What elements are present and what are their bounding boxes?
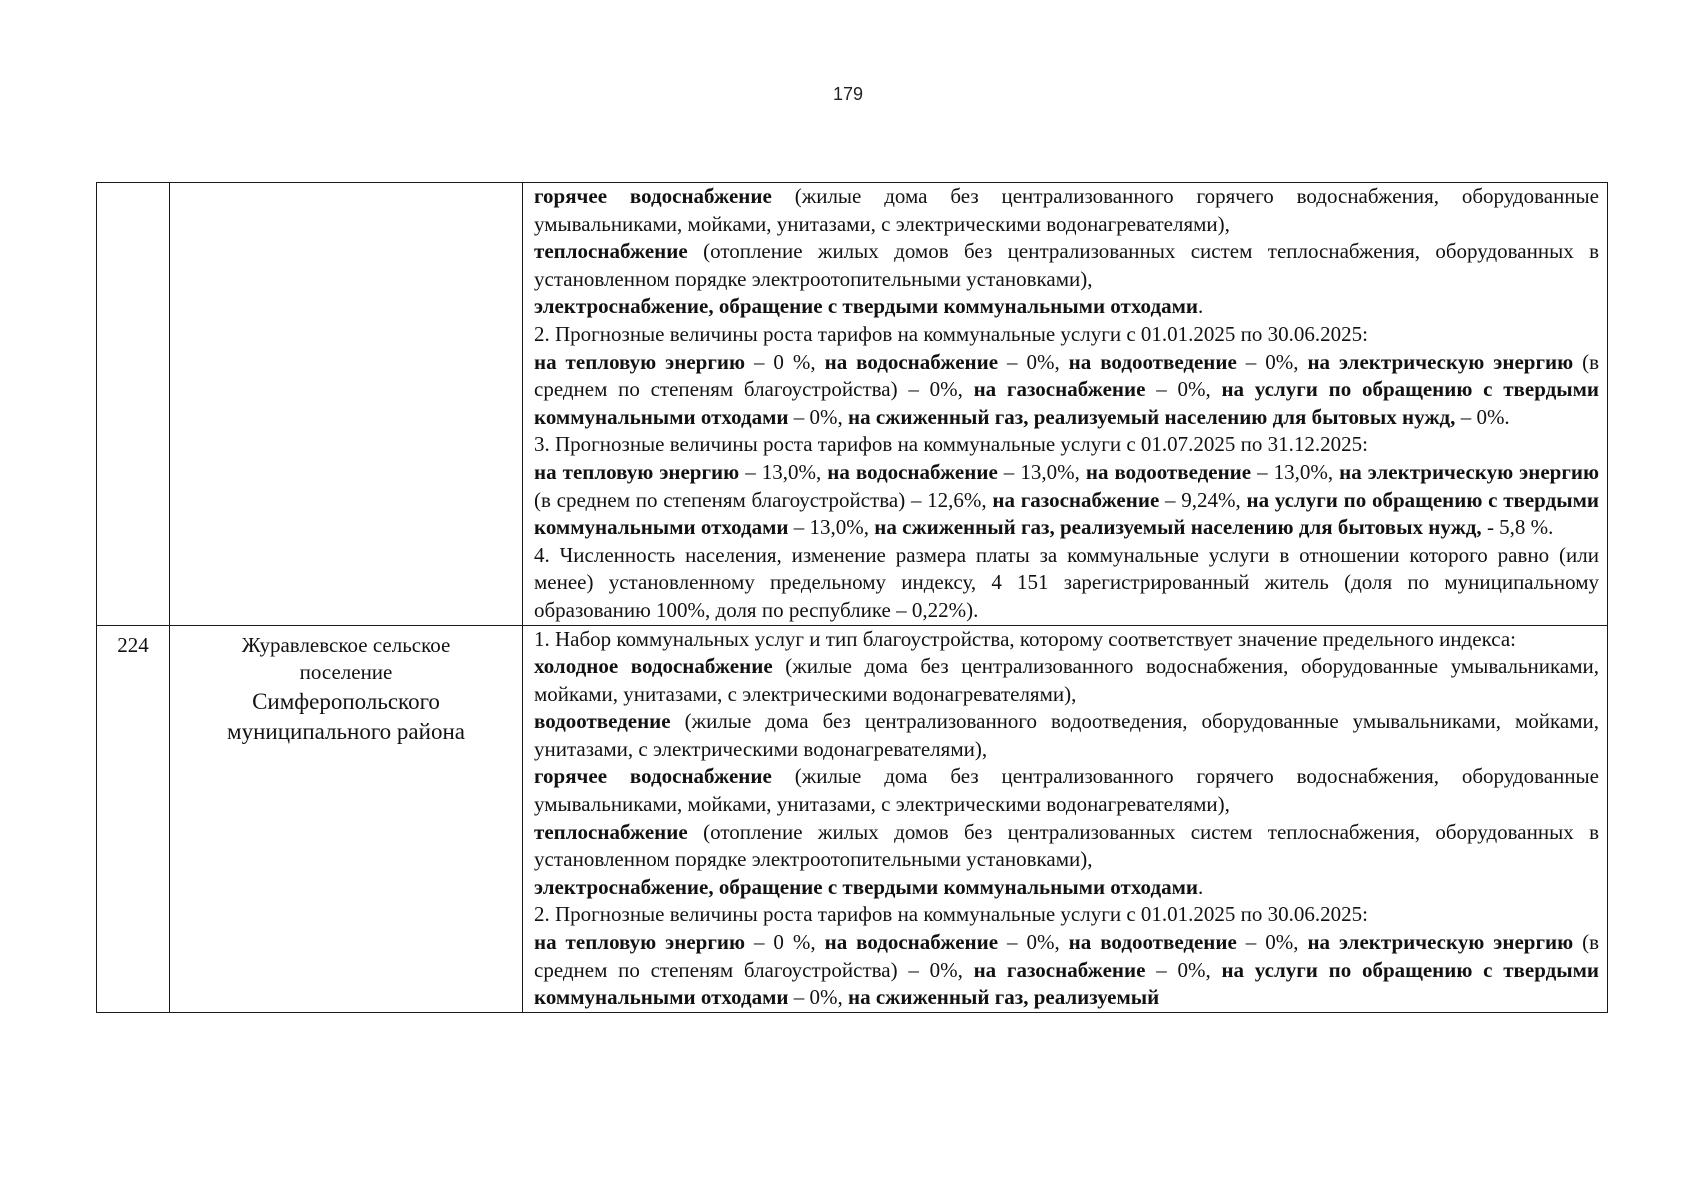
paragraph xyxy=(534,431,1599,459)
bold-text: на услуги по обращению с твердыми коммунальными отходами xyxy=(534,957,1600,1010)
paragraph xyxy=(534,238,1599,293)
text: (жилые дома без централизованного горячего водоснабжения, оборудованные умывальниками, мойками, унитазами, с электрическими водонагревателями), xyxy=(534,764,1599,817)
bold-text: на тепловую энергию xyxy=(534,349,746,374)
text: - 5,8 %. xyxy=(1481,515,1554,540)
text: 1. Набор коммунальных услуг и тип благоустройства, которому соответствует значение предельного индекса: xyxy=(534,626,1516,651)
text: – 13,0%, xyxy=(1251,459,1340,484)
text: (в среднем по степеням благоустройства) – 12,6%, xyxy=(534,487,993,512)
municipality-name xyxy=(170,625,523,1012)
row-number xyxy=(97,183,170,626)
bold-text: электроснабжение, обращение с твердыми коммунальными отходами xyxy=(534,874,1198,899)
text: (в среднем по степеням благоустройства) – 0%, xyxy=(534,930,1600,982)
text: (жилые дома без централизованного водоотведения, оборудованные умывальниками, мойками, унитазами, с электрическими водонагревателями), xyxy=(534,709,1599,761)
tariff-description xyxy=(523,183,1608,626)
bold-text: на сжиженный газ, реализуемый xyxy=(848,985,1160,1010)
tariff-description xyxy=(523,625,1608,1012)
paragraph xyxy=(534,293,1599,321)
page-number: 179 xyxy=(832,84,864,104)
text: 3. Прогнозные величины роста тарифов на коммунальные услуги с 01.07.2025 по 31.12.2025: xyxy=(534,432,1368,457)
bold-text: на сжиженный газ, реализуемый населению для бытовых нужд, xyxy=(848,404,1456,429)
text: (в среднем по степеням благоустройства) – 0%, xyxy=(534,349,1600,402)
municipality-name-line: Симферопольского xyxy=(252,688,440,714)
text: 2. Прогнозные величины роста тарифов на коммунальные услуги с 01.01.2025 по 30.06.2025: xyxy=(534,902,1368,927)
paragraph xyxy=(534,653,1599,708)
bold-text: на водоснабжение xyxy=(824,930,999,955)
municipality-name xyxy=(170,183,523,626)
text: – 0%, xyxy=(1236,930,1308,955)
text: – 0 %, xyxy=(745,349,825,374)
municipality-name-line: Журавлевское сельское xyxy=(241,632,451,657)
row-number: 224 xyxy=(97,625,170,1012)
paragraph xyxy=(534,819,1599,874)
text: 4. Численность населения, изменение размера платы за коммунальные услуги в отношении которого равно (или менее) установленному предельному индексу, 4 151 зарегистрированный житель (доля по муниципальному образованию 100%, доля по республике – 0,22%). xyxy=(534,542,1599,622)
bold-text: на электрическую энергию xyxy=(1307,349,1574,374)
bold-text: на электрическую энергию xyxy=(1307,930,1574,955)
text: – 13,0%, xyxy=(997,459,1086,484)
bold-text: на водоотведение xyxy=(1068,930,1237,955)
bold-text: на услуги по обращению с твердыми коммунальными отходами xyxy=(534,487,1600,540)
bold-text: на газоснабжение xyxy=(973,377,1146,402)
text: (жилые дома без централизованного горячего водоснабжения, оборудованные умывальниками, мойками, унитазами, с электрическими водонагревателями), xyxy=(534,184,1599,236)
paragraph xyxy=(534,901,1599,929)
tariff-table xyxy=(96,182,1608,1013)
table-row xyxy=(97,625,1608,1012)
bold-text: на водоотведение xyxy=(1068,349,1237,374)
text: – 0%, xyxy=(998,930,1069,955)
paragraph xyxy=(534,459,1599,542)
text: – 0%, xyxy=(1236,349,1308,374)
text: 2. Прогнозные величины роста тарифов на коммунальные услуги с 01.01.2025 по 30.06.2025: xyxy=(534,321,1368,346)
bold-text: водоотведение xyxy=(534,709,671,734)
paragraph xyxy=(534,763,1599,818)
text: – 0%, xyxy=(998,349,1069,374)
bold-text: на водоснабжение xyxy=(824,349,999,374)
municipality-name-line: поселение xyxy=(299,660,393,685)
text: – 0%, xyxy=(788,404,849,429)
text: – 0%, xyxy=(1145,377,1222,402)
text: (отопление жилых домов без централизованных систем теплоснабжения, оборудованных в установленном порядке электроотопительными установками), xyxy=(534,819,1599,872)
text: – 0 %, xyxy=(745,930,825,955)
bold-text: электроснабжение, обращение с твердыми коммунальными отходами xyxy=(534,294,1198,319)
paragraph xyxy=(534,708,1599,763)
text: – 13,0%, xyxy=(739,459,828,484)
bold-text: на водоотведение xyxy=(1085,459,1252,484)
paragraph xyxy=(534,349,1599,432)
bold-text: на газоснабжение xyxy=(992,487,1160,512)
bold-text: на тепловую энергию xyxy=(534,459,740,484)
paragraph xyxy=(534,183,1599,238)
paragraph xyxy=(534,321,1599,349)
paragraph xyxy=(534,929,1599,1012)
bold-text: на водоснабжение xyxy=(827,459,998,484)
text: – 9,24%, xyxy=(1159,487,1247,512)
paragraph xyxy=(534,626,1599,654)
text: (жилые дома без централизованного водоснабжения, оборудованные умывальниками, мойками, унитазами, с электрическими водонагревателями), xyxy=(534,654,1599,706)
text: – 0%. xyxy=(1455,404,1510,429)
text: (отопление жилых домов без централизованных систем теплоснабжения, оборудованных в установленном порядке электроотопительными установками), xyxy=(534,239,1599,291)
text: – 13,0%, xyxy=(788,515,875,540)
bold-text: на электрическую энергию xyxy=(1339,459,1600,484)
bold-text: на услуги по обращению с твердыми коммунальными отходами xyxy=(534,377,1600,429)
bold-text: теплоснабжение xyxy=(534,239,688,264)
municipality-name-line: муниципального района xyxy=(227,718,465,744)
paragraph xyxy=(534,542,1599,625)
paragraph xyxy=(534,874,1599,902)
bold-text: горячее водоснабжение xyxy=(534,184,772,208)
bold-text: горячее водоснабжение xyxy=(534,764,772,789)
text: – 0%, xyxy=(788,985,849,1010)
bold-text: холодное водоснабжение xyxy=(534,654,773,679)
text: . xyxy=(1197,874,1204,899)
bold-text: на газоснабжение xyxy=(973,957,1146,982)
bold-text: теплоснабжение xyxy=(534,819,688,844)
table-row xyxy=(97,183,1608,626)
text: . xyxy=(1197,294,1204,319)
bold-text: на сжиженный газ, реализуемый населению для бытовых нужд, xyxy=(874,515,1482,540)
text: – 0%, xyxy=(1145,957,1222,982)
bold-text: на тепловую энергию xyxy=(534,930,746,955)
